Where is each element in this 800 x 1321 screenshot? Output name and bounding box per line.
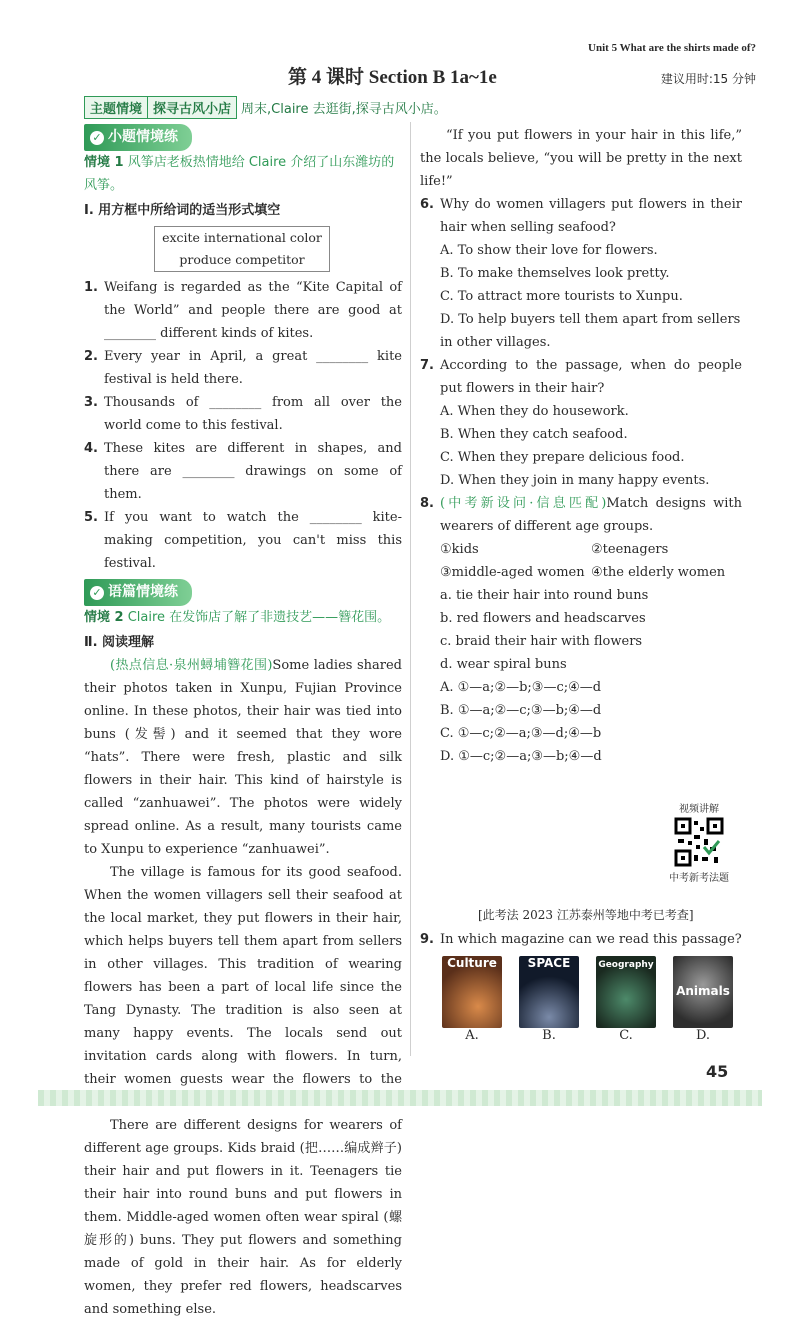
question-number: 6. [420,197,434,212]
question-2 [84,345,402,391]
magazine-cover-title: Animals [676,984,730,998]
left-column [84,124,402,1321]
option[interactable]: C. When they prepare delicious food. [440,450,685,465]
magazine-cover-image [673,956,733,1028]
passage-tag: (热点信息·泉州蟳埔簪花围) [110,658,273,673]
source-note: [此考法 2023 江苏泰州等地中考已考查] [478,908,694,922]
page-number: 45 [706,1062,729,1081]
magazine-cover-title: Culture [447,956,497,970]
magazine-cover-image [596,956,656,1028]
question-tag: (中考新设问·信息匹配) [440,496,607,511]
paragraph-text: Some ladies shared their photos taken in Xunpu, Fujian Province online. In these photos, their hair was tied into buns (发髻) and it seemed that they wore “hats”. There were fresh, plastic and silk flowers in their hair. This kind of hairstyle is called “zanhuawei”. The photos were widely spread online. As a result, many tourists came to Xunpu to experience “zanhuawei”. [84,658,403,857]
option[interactable]: D. To help buyers tell them apart from sellers in other villages. [440,312,741,350]
question-number: 5. [84,510,98,525]
banner-label: 语篇情境练 [108,584,178,600]
theme-description: 周末,Claire 去逛街,探寻古风小店。 [241,102,447,117]
question-number: 1. [84,280,98,295]
design-item: a. tie their hair into round buns [440,588,649,603]
question-text [440,492,742,538]
question-number: 4. [84,441,98,456]
qr-code-icon[interactable] [674,817,724,867]
check-icon: ✓ [90,586,104,600]
group-item: ②teenagers [591,542,669,557]
scene-1 [84,151,402,197]
design-item: d. wear spiral buns [440,657,567,672]
question-text: In which magazine can we read this passage? [440,932,742,947]
question-1 [84,276,402,345]
qr-caption-bottom: 中考新考法题 [669,873,729,884]
option[interactable]: B. ①—a;②—c;③—b;④—d [440,703,602,718]
option[interactable]: C. ①—c;②—a;③—d;④—b [440,726,602,741]
option-label: C. [619,1028,633,1043]
question-text: Weifang is regarded as the “Kite Capital of the World” and people there are good at ________ different kinds of kites. [104,280,402,341]
option[interactable]: B. When they catch seafood. [440,427,628,442]
scene-2 [84,606,402,629]
right-column [420,124,742,768]
column-divider [410,122,411,1056]
question-text: According to the passage, when do people put flowers in their hair? [440,358,742,396]
question-text: These kites are different in shapes, and there are ________ drawings on some of them. [104,441,402,502]
question-number: 9. [420,932,434,947]
magazine-cover-image [442,956,502,1028]
running-head: Unit 5 What are the shirts made of? [588,42,756,54]
lesson-title: 第 4 课时 Section B 1a~1e [288,67,497,88]
question-text: Every year in April, a great ________ kite festival is held there. [104,349,402,387]
group-row [420,561,742,584]
section-title-2: Ⅱ. 阅读理解 [84,635,155,650]
question-number: 8. [420,496,434,511]
option[interactable]: A. To show their love for flowers. [440,243,658,258]
magazine-option[interactable] [442,956,502,1043]
option[interactable]: D. ①—c;②—a;③—b;④—d [440,749,602,764]
magazine-option[interactable] [519,956,579,1043]
question-number: 7. [420,358,434,373]
scene-text: Claire 在发饰店了解了非遗技艺——簪花围。 [127,610,391,625]
question-number: 2. [84,349,98,364]
question-number: 3. [84,395,98,410]
design-item: c. braid their hair with flowers [440,634,643,649]
question-body: Match designs with wearers of different age groups. [440,496,742,534]
check-icon: ✓ [90,131,104,145]
section-banner-1 [84,124,192,151]
option[interactable]: A. ①—a;②—b;③—c;④—d [440,680,602,695]
question-4 [84,437,402,506]
theme-tag: 主题情境 [84,96,148,119]
suggested-time: 建议用时:15 分钟 [660,72,756,86]
passage-paragraph-1 [84,654,402,861]
magazine-option[interactable] [673,956,733,1043]
group-item: ④the elderly women [591,565,726,580]
option-label: A. [465,1028,479,1043]
scene-text: 风筝店老板热情地给 Claire 介绍了山东潍坊的风筝。 [84,155,395,193]
magazine-cover-title: SPACE [527,956,571,970]
section-banner-2 [84,579,192,606]
group-row [420,538,742,561]
passage-paragraph-3: There are different designs for wearers of different age groups. Kids braid (把……编成辫子) their hair and put flowers in it. Teenagers tie their hair into round buns and put flowers in them. Middle-aged women often wear spiral (螺旋形的) buns. They put flowers and something made of gold in their hair. As for elderly women, they prefer red flowers, headscarves and something else. [84,1118,402,1317]
scene-label: 情境 2 [84,610,124,625]
option[interactable]: C. To attract more tourists to Xunpu. [440,289,683,304]
question-3 [84,391,402,437]
section-title-1: Ⅰ. 用方框中所给词的适当形式填空 [84,203,281,218]
group-item: ③middle-aged women [440,565,585,580]
qr-caption-top: 视频讲解 [679,804,719,815]
scene-label: 情境 1 [84,155,124,170]
question-6 [420,193,742,239]
question-text: Why do women villagers put flowers in their hair when selling seafood? [440,197,742,235]
option-label: B. [542,1028,556,1043]
question-7 [420,354,742,400]
magazine-cover-title: Geography [598,960,654,970]
word-box-line: produce competitor [179,252,305,267]
option[interactable]: A. When they do housework. [440,404,629,419]
question-text: Thousands of ________ from all over the world come to this festival. [104,395,402,433]
qr-block [668,800,730,884]
theme-row [84,96,447,119]
passage-paragraph-4: “If you put flowers in your hair in this life,” the locals believe, “you will be pretty in the next life!” [420,128,742,189]
word-box-line: excite international color [162,230,322,245]
question-9 [420,928,742,951]
option-label: D. [695,1028,711,1043]
banner-label: 小题情境练 [108,129,178,145]
passage-paragraph-2: The village is famous for its good seafood. When the women villagers sell their seafood at the local market, they put flowers in their hair, which helps buyers tell them apart from sellers in other villages. This tradition of wearing flowers has been a part of local life since the Tang Dynasty. The tradition is also seen at many happy events. The locals send out invitation cards along with flowers. In turn, their women guests wear the flowers to the [84,865,402,1087]
theme-name: 探寻古风小店 [148,96,237,119]
footer-band [38,1090,762,1106]
word-box [154,226,330,272]
option[interactable]: B. To make themselves look pretty. [440,266,670,281]
magazine-options [442,956,733,1043]
magazine-option[interactable] [596,956,656,1043]
question-5 [84,506,402,575]
magazine-cover-image [519,956,579,1028]
design-item: b. red flowers and headscarves [440,611,646,626]
group-item: ①kids [440,542,479,557]
question-8 [420,492,742,538]
option[interactable]: D. When they join in many happy events. [440,473,710,488]
question-text: If you want to watch the ________ kite-making competition, you can't miss this festival. [104,510,402,571]
